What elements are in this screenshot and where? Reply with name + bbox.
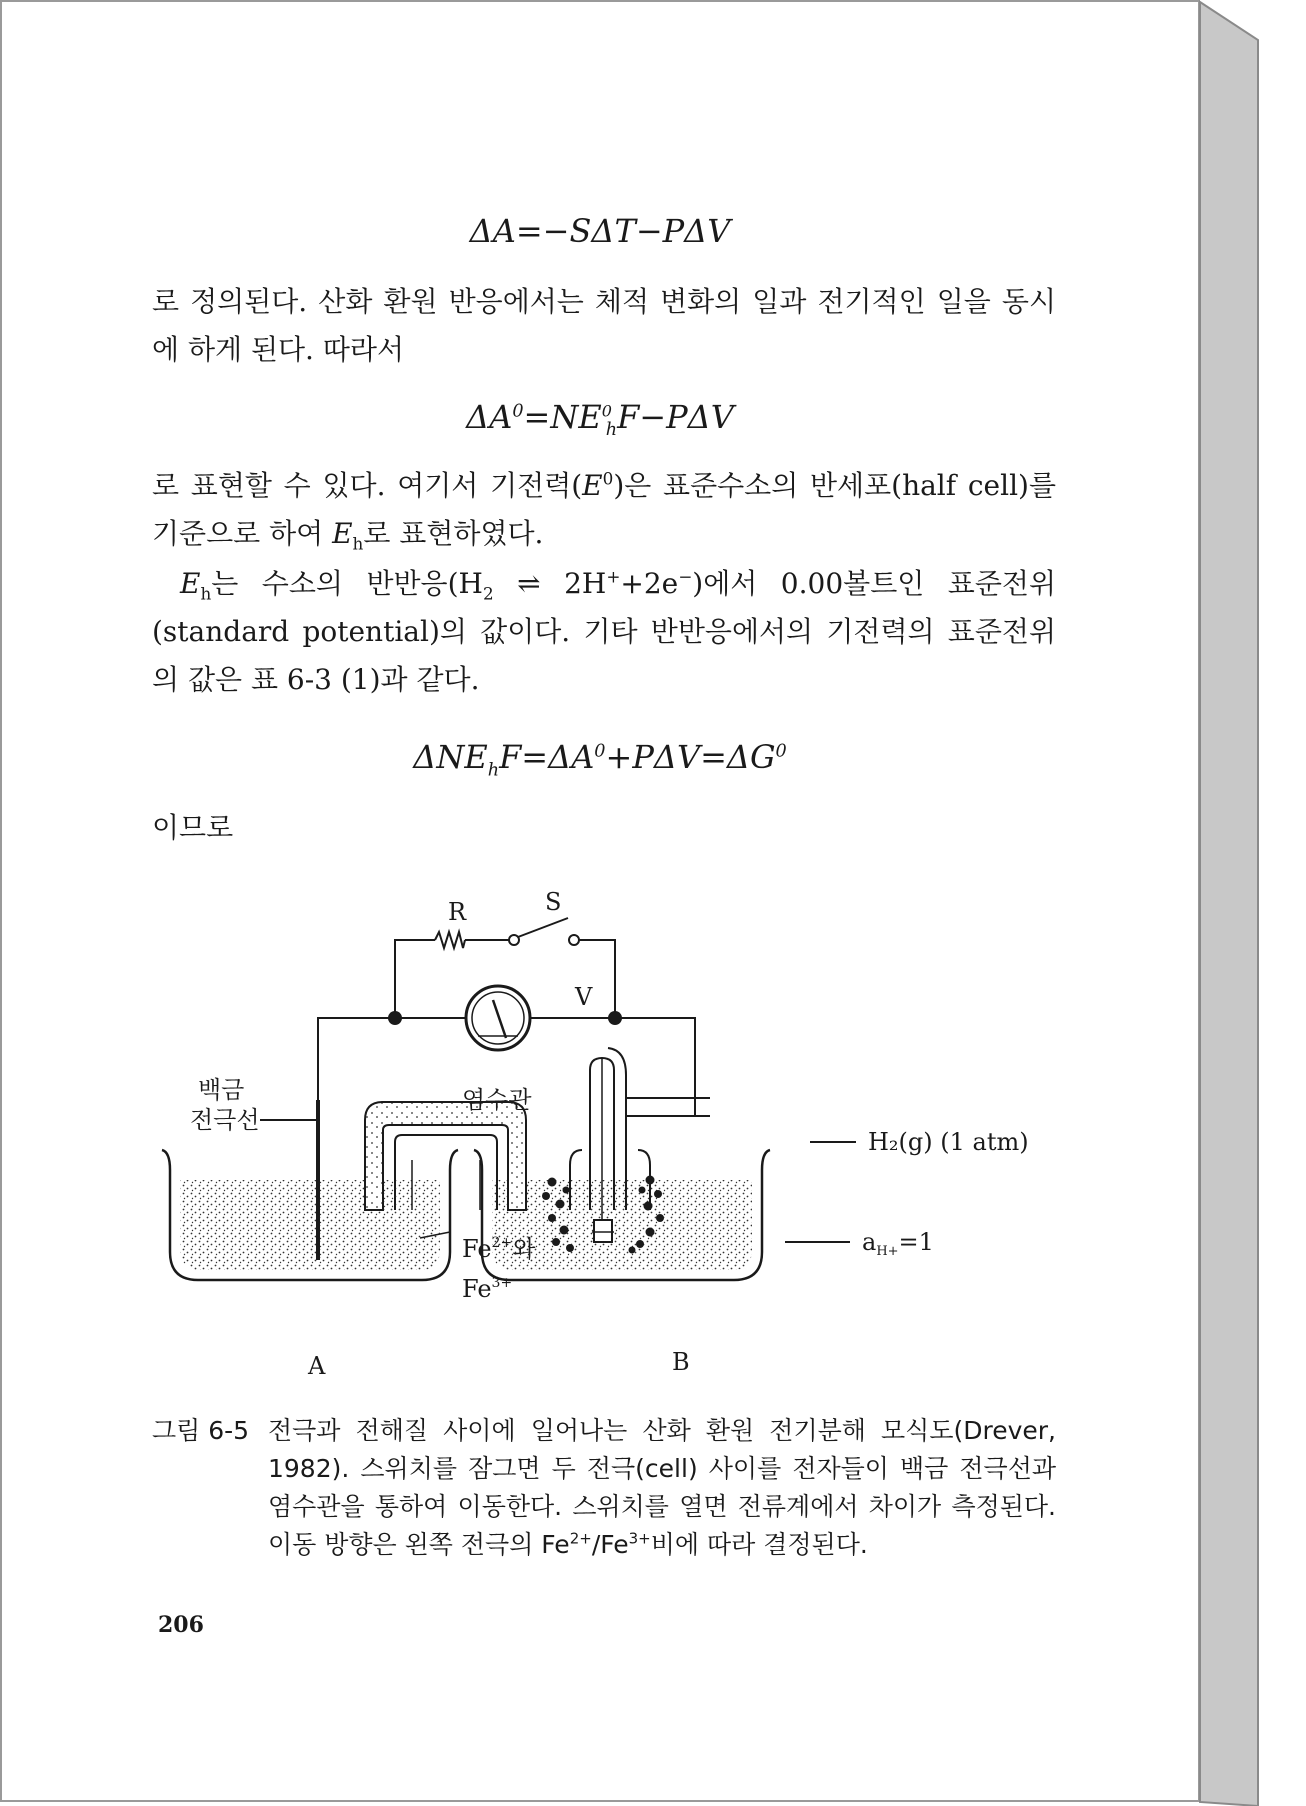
label-h2-gas: H₂(g) (1 atm): [868, 1128, 1029, 1156]
paragraph-4: 이므로: [152, 811, 234, 844]
label-fe3: $Fe^{3+}$: [462, 1275, 513, 1303]
junction-right: [608, 1011, 622, 1025]
label-salt-bridge: 염수관: [462, 1086, 532, 1114]
paragraph-1: 로 정의된다. 산화 환원 반응에서는 체적 변화의 일과 전기적인 일을 동시에 하게 된다. 따라서: [152, 285, 1056, 366]
page-number: 206: [158, 1612, 204, 1638]
figure-caption-text: 전극과 전해질 사이에 일어나는 산화 환원 전기분해 모식도(Drever, 1982). 스위치를 잠그면 두 전극(cell) 사이를 전자들이 백금 전극선과 염수관을 통하여 이동한다. 스위치를 열면 전류계에서 차이가 측정된다. 이동 방향은 왼쪽 전극의 $Fe^{2+}/Fe^{3+}$비에 따라 결정된다.: [268, 1416, 1056, 1559]
figure-caption-number: 그림 6-5: [152, 1416, 250, 1445]
paragraph-2: 로 표현할 수 있다. 여기서 기전력$(E^0)$은 표준수소의 반세포(half cell)를 기준으로 하여 $E_h$로 표현하였다.: [152, 468, 1056, 554]
label-a: A: [308, 1352, 326, 1380]
label-r: R: [448, 898, 467, 926]
equation-2: $\Delta A^0=NE^0_hF-P\Delta V$: [466, 398, 734, 441]
label-fe2: $Fe^{2+}$와: [462, 1235, 536, 1263]
paragraph-3: $E_h$는 수소의 반반응($H_2$ ⇌ 2H++2e−)에서 0.00볼트인 표준전위(standard potential)의 값이다. 기타 반반응에서의 기전력의 표준전위의 값은 표 6-3 (1)과 같다.: [152, 566, 1056, 696]
junction-left: [388, 1011, 402, 1025]
label-ah: $a_{H+}=1$: [862, 1228, 934, 1259]
equation-3: $\Delta NE_hF=\Delta A^0+P\Delta V=\Delta G^0$: [413, 738, 787, 781]
label-v: V: [575, 983, 593, 1011]
beaker-a: [162, 1150, 458, 1280]
label-b: B: [672, 1348, 690, 1376]
resistor: [435, 932, 465, 948]
electrolysis-diagram: [150, 880, 1070, 1400]
label-s: S: [545, 888, 562, 916]
label-platinum-line1: 백금: [198, 1076, 245, 1104]
voltmeter: [466, 986, 530, 1050]
switch: [509, 918, 579, 945]
label-platinum-line2: 전극선: [190, 1106, 260, 1134]
equation-1: ΔA=−SΔT−PΔV: [469, 212, 731, 250]
